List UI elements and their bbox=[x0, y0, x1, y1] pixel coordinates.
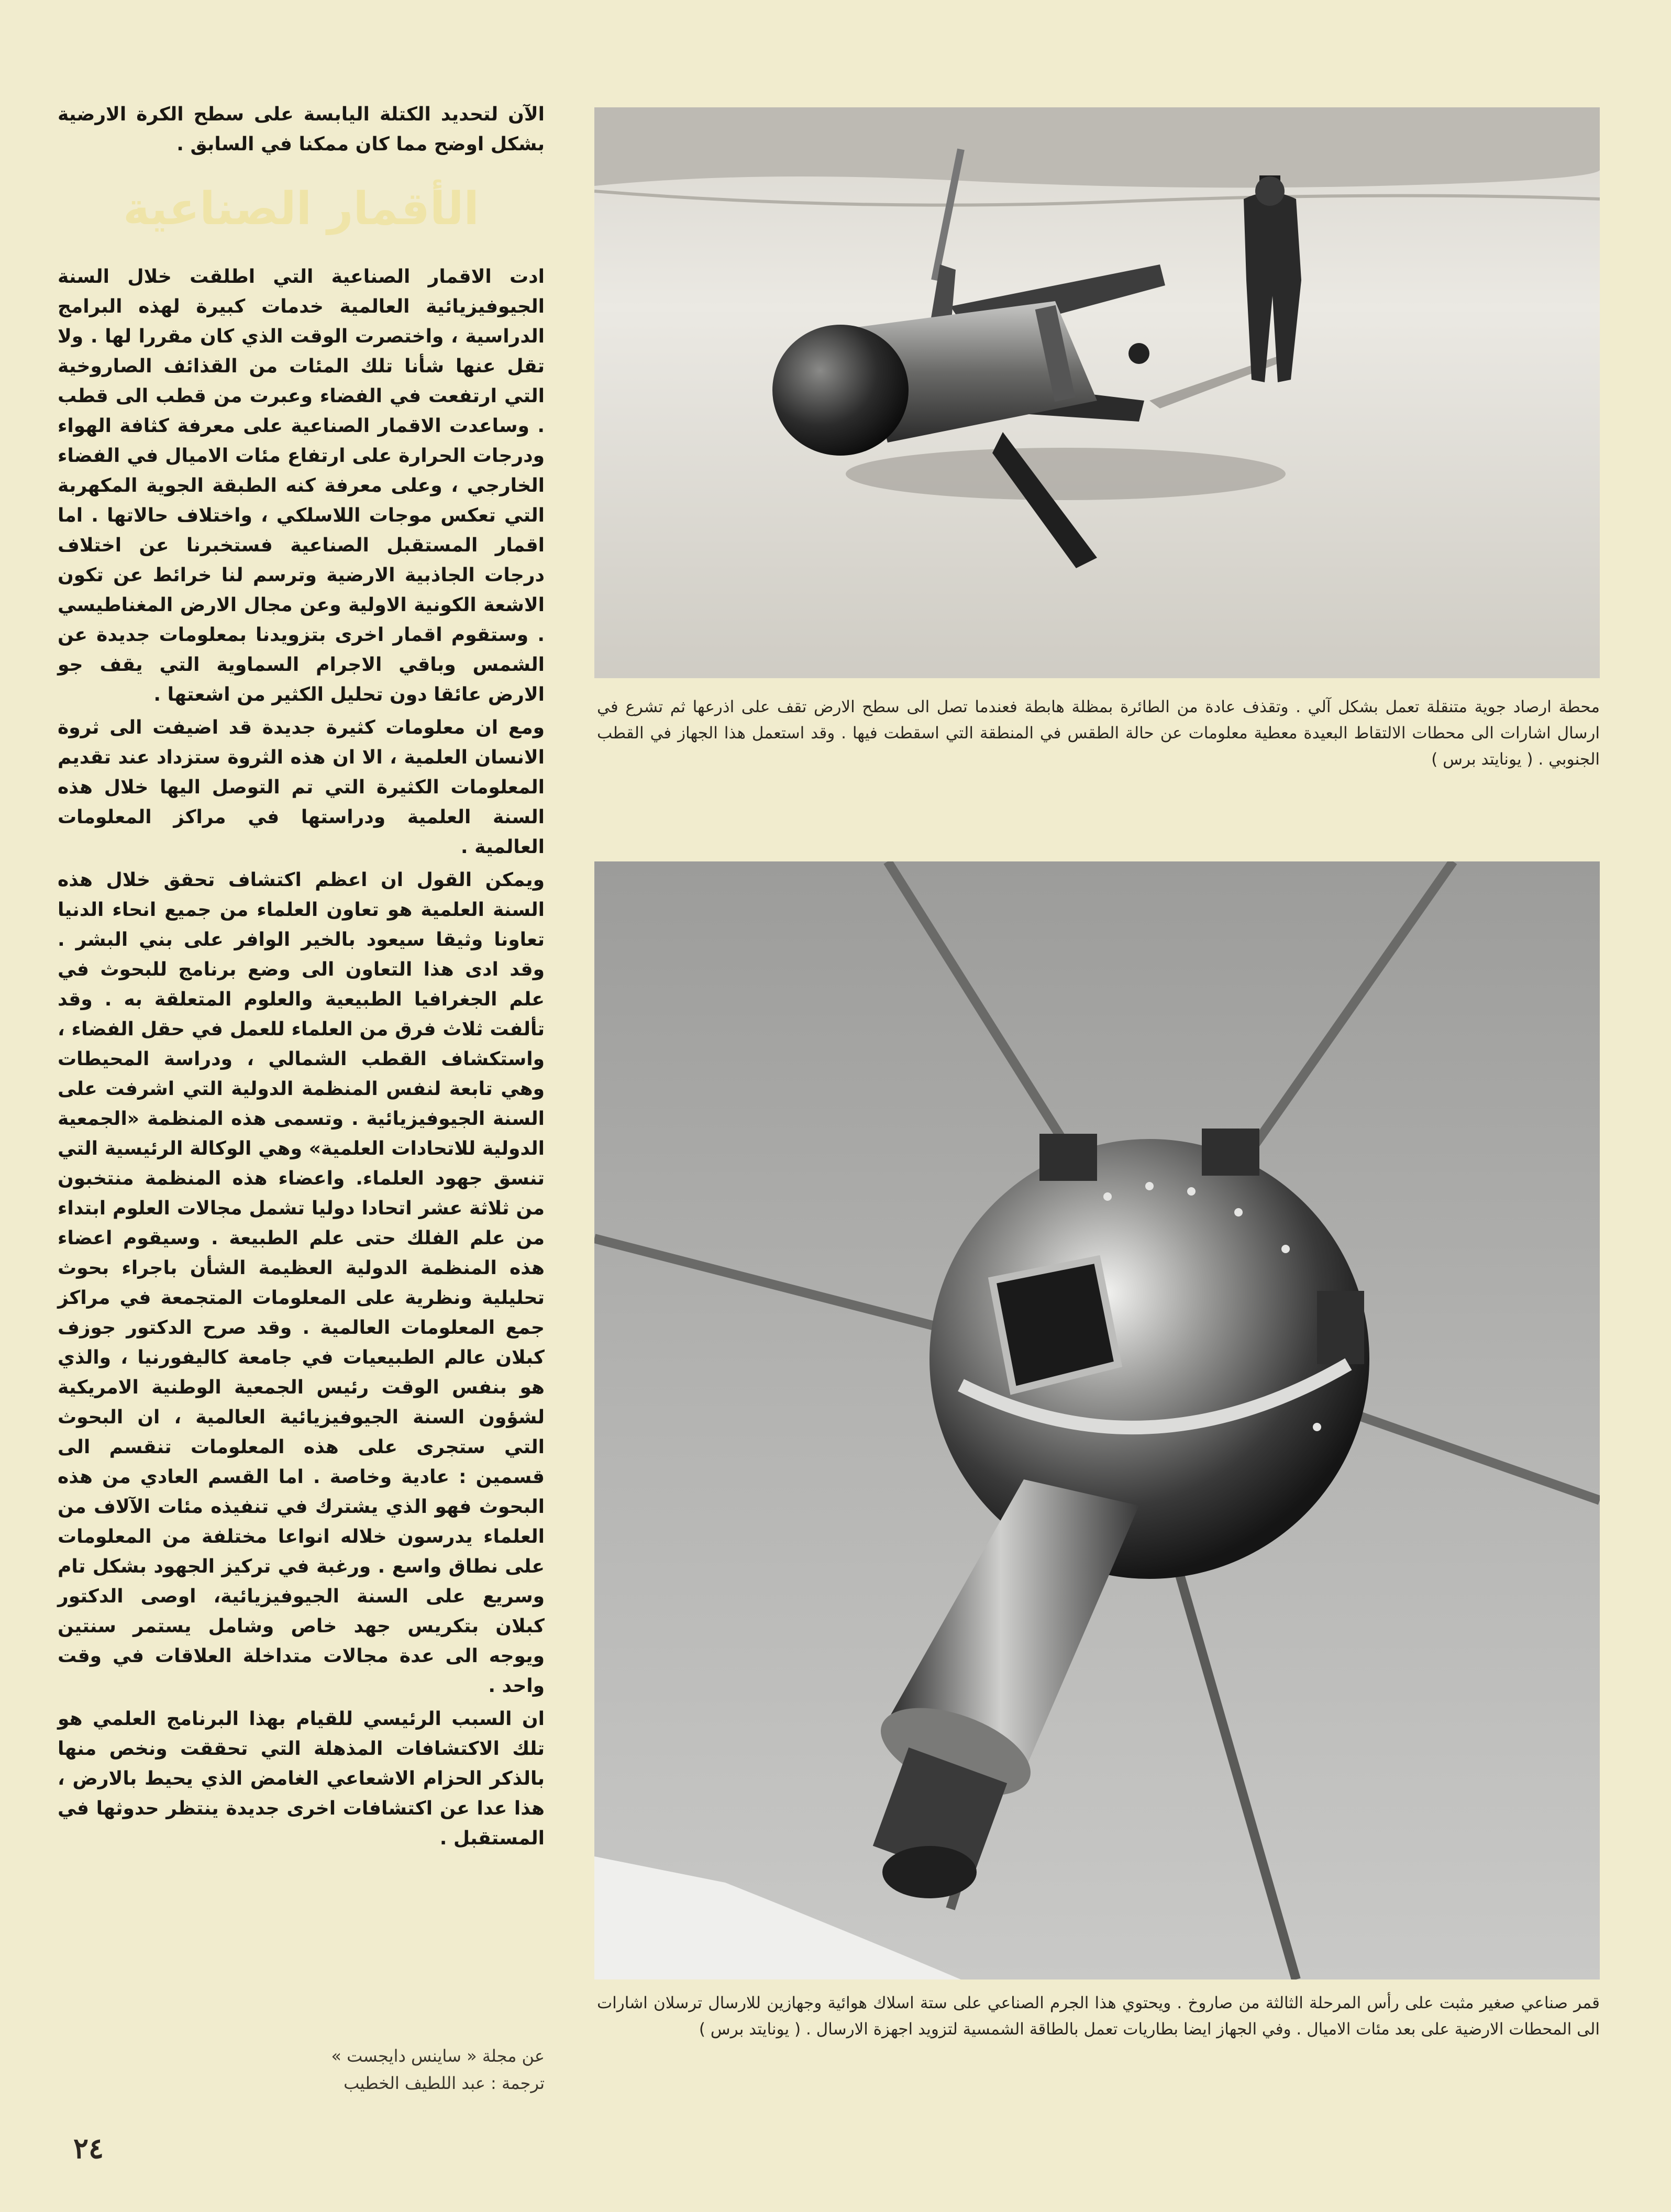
section-heading: الأقمار الصناعية bbox=[123, 183, 479, 235]
article-text-column bbox=[58, 99, 545, 1853]
weather-station-photo bbox=[594, 107, 1600, 678]
article-paragraph-2: ومع ان معلومات كثيرة جديدة قد اضيفت الى ثروة الانسان العلمية ، الا ان هذه الثروة ستزداد عند تقديم المعلومات الكثيرة التي تم التوصل اليها خلال هذه السنة العلمية ودراستها في مراكز المعلومات العالمية . bbox=[58, 717, 545, 858]
source-credit: عن مجلة « ساينس دايجست » bbox=[331, 2046, 545, 2066]
lead-paragraph: الآن لتحديد الكتلة اليابسة على سطح الكرة الارضية بشكل اوضح مما كان ممكنا في السابق . bbox=[58, 104, 545, 155]
weather-station-caption: محطة ارصاد جوية متنقلة تعمل بشكل آلي . وتقذف عادة من الطائرة بمظلة هابطة فعندما تصل الى سطح الارض تقف على اذرعها ثم تشرع في ارسال اشارات الى محطات الالتقاط البعيدة معطية معلومات عن حالة الطقس في المنطقة التي اسقطت فيها . وقد استعمل هذا الجهاز في القطب الجنوبي . ( يونايتد برس ) bbox=[597, 698, 1600, 769]
article-paragraph-1: ادت الاقمار الصناعية التي اطلقت خلال السنة الجيوفيزيائية العالمية خدمات كبيرة لهذه البرامج الدراسية ، واختصرت الوقت الذي كان مقررا لها . ولا تقل عنها شأنا تلك المئات من القذائف الصاروخية التي ارتفعت في الفضاء وعبرت من قطب الى قطب . وساعدت الاقمار الصناعية على معرفة كثافة الهواء ودرجات الحرارة على ارتفاع مئات الاميال في الفضاء الخارجي ، وعلى معرفة كنه الطبقة الجوية المكهربة التي تعكس موجات اللاسلكي ، واختلاف حالاتها . اما اقمار المستقبل الصناعية فستخبرنا عن اختلاف درجات الجاذبية الارضية وترسم لنا خرائط عن تكون الاشعة الكونية الاولية وعن مجال الارض المغناطيسي . وستقوم اقمار اخرى بتزويدنا بمعلومات جديدة عن الشمس وباقي الاجرام السماوية التي يقف جو الارض عائقا دون تحليل الكثير من اشعتها . bbox=[58, 266, 545, 705]
article-paragraph-3: ويمكن القول ان اعظم اكتشاف تحقق خلال هذه السنة العلمية هو تعاون العلماء من جميع انحاء الدنيا تعاونا وثيقا سيعود بالخير الوافر على بني البشر . وقد ادى هذا التعاون الى وضع برنامج للبحوث في علم الجغرافيا الطبيعية والعلوم المتعلقة به . وقد تألفت ثلاث فرق من العلماء للعمل في حقل الفضاء ، واستكشاف القطب الشمالي ، ودراسة المحيطات وهي تابعة لنفس المنظمة الدولية التي اشرفت على السنة الجيوفيزيائية . وتسمى هذه المنظمة «الجمعية الدولية للاتحادات العلمية» وهي الوكالة الرئيسية التي تنسق جهود العلماء. واعضاء هذه المنظمة منتخبون من ثلاثة عشر اتحادا دوليا تشمل مجالات العلوم ابتداء من علم الفلك حتى علم الطبيعة . وسيقوم اعضاء هذه المنظمة الدولية العظيمة الشأن باجراء بحوث تحليلية ونظرية على المعلومات المتجمعة في مراكز جمع المعلومات العالمية . وقد صرح الدكتور جوزف كبلان عالم الطبيعيات في جامعة كاليفورنيا ، والذي هو بنفس الوقت رئيس الجمعية الوطنية الامريكية لشؤون السنة الجيوفيزيائية العالمية ، ان البحوث التي ستجرى على هذه المعلومات تنقسم الى قسمين : عادية وخاصة . اما القسم العادي من هذه البحوث فهو الذي يشترك في تنفيذه مئات الآلاف من العلماء يدرسون خلاله انواعا مختلفة من المعلومات على نطاق واسع . ورغبة في تركيز الجهود بشكل تام وسريع على السنة الجيوفيزيائية، اوصى الدكتور كبلان بتكريس جهد خاص وشامل يستمر سنتين ويوجه الى عدة مجالات متداخلة العلاقات في وقت واحد . bbox=[58, 869, 545, 1697]
page-number: ٢٤ bbox=[73, 2131, 104, 2165]
article-paragraph-4: ان السبب الرئيسي للقيام بهذا البرنامج العلمي هو تلك الاكتشافات المذهلة التي تحققت ونخص منها بالذكر الحزام الاشعاعي الغامض الذي يحيط بالارض ، هذا عدا عن اكتشافات اخرى جديدة ينتظر حدوثها في المستقبل . bbox=[58, 1708, 545, 1849]
satellite-caption: قمر صناعي صغير مثبت على رأس المرحلة الثالثة من صاروخ . ويحتوي هذا الجرم الصناعي على ستة اسلاك هوائية وجهازين للارسال ترسلان اشارات الى المحطات الارضية على بعد مئات الاميال . وفي الجهاز ايضا بطاريات تعمل بالطاقة الشمسية لتزويد اجهزة الارسال . ( يونايتد برس ) bbox=[597, 1994, 1600, 2039]
translator-credit: ترجمة : عبد اللطيف الخطيب bbox=[344, 2073, 545, 2093]
satellite-photo bbox=[594, 861, 1600, 1979]
article-credits bbox=[58, 2042, 545, 2097]
